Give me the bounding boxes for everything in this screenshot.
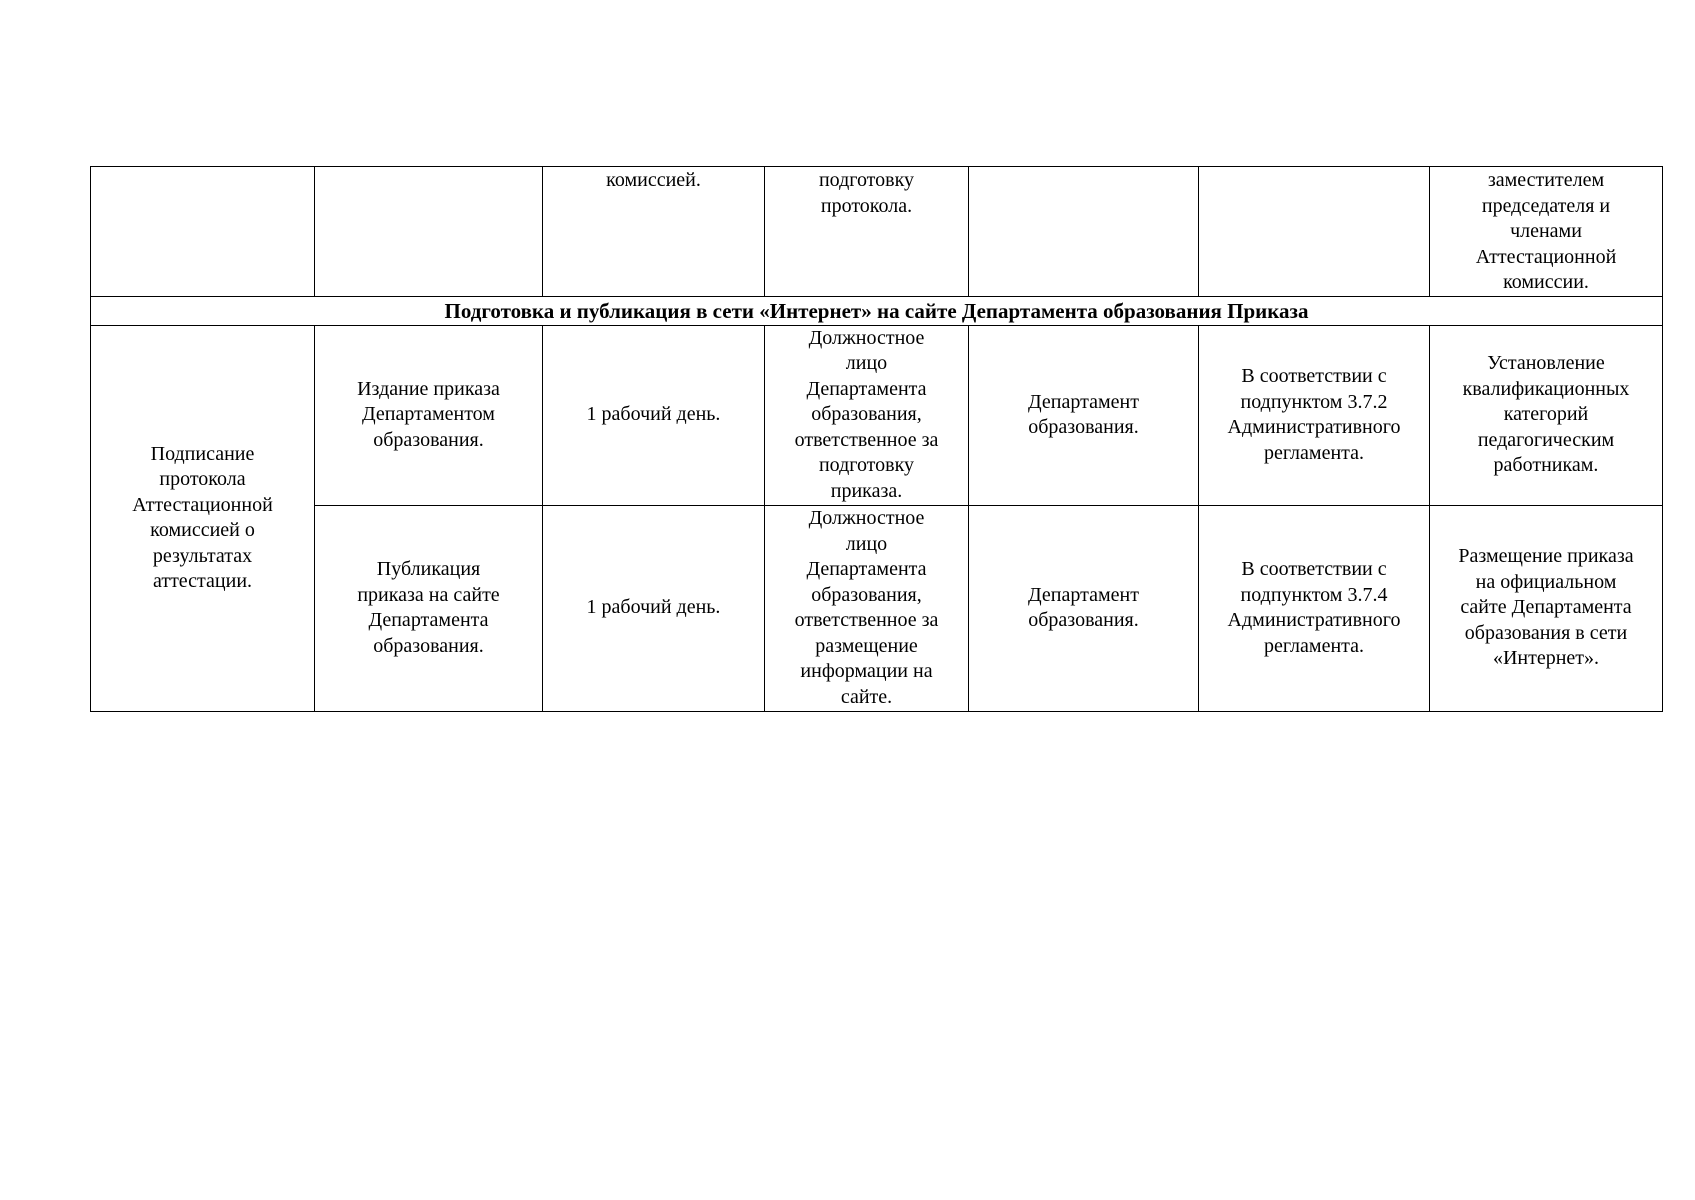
table-row (91, 505, 1663, 711)
result-text: Размещение приказа на официальном сайте Департамента образования в сети «Интернет». (1458, 545, 1634, 670)
action-cell (315, 325, 543, 505)
term-text: 1 рабочий день. (586, 596, 721, 619)
basis-text: В соответствии с подпунктом 3.7.4 Административного регламента. (1227, 558, 1401, 657)
table-cell-empty (969, 167, 1199, 297)
cell-text: заместителем председателя и членами Аттестационной комиссии. (1475, 169, 1617, 293)
responsible-cell (765, 325, 969, 505)
basis-text: В соответствии с подпунктом 3.7.2 Административного регламента. (1227, 365, 1401, 464)
basis-cell (1199, 325, 1430, 505)
responsible-text: Должностное лицо Департамента образования, ответственное за размещение информации на сайте. (794, 507, 939, 708)
table-cell-empty (315, 167, 543, 297)
procedure-text: Подписание протокола Аттестационной комиссией о результатах аттестации. (132, 442, 273, 592)
table-row-continuation (91, 167, 1663, 297)
term-cell (543, 505, 765, 711)
responsible-text: Должностное лицо Департамента образования, ответственное за подготовку приказа. (794, 326, 939, 502)
term-text: 1 рабочий день. (586, 403, 721, 426)
procedure-cell (91, 325, 315, 711)
responsible-cell (765, 505, 969, 711)
action-cell (315, 505, 543, 711)
table-cell (543, 167, 765, 297)
table-cell (765, 167, 969, 297)
cell-text: комиссией. (606, 169, 701, 191)
table-cell-empty (91, 167, 315, 297)
result-cell (1430, 325, 1663, 505)
action-text: Издание приказа Департаментом образования. (357, 377, 500, 451)
result-cell (1430, 505, 1663, 711)
place-cell (969, 325, 1199, 505)
place-text: Департамент образования. (1028, 583, 1139, 631)
table-row (91, 325, 1663, 505)
cell-text: подготовку протокола. (818, 169, 915, 217)
procedure-table (90, 166, 1663, 712)
table-cell (1430, 167, 1663, 297)
place-text: Департамент образования. (1028, 390, 1139, 438)
table-cell-empty (1199, 167, 1430, 297)
result-text: Установление квалификационных категорий педагогическим работникам. (1462, 352, 1630, 477)
table-row-section-heading (91, 296, 1663, 325)
action-text: Публикация приказа на сайте Департамента образования. (357, 558, 500, 657)
basis-cell (1199, 505, 1430, 711)
place-cell (969, 505, 1199, 711)
term-cell (543, 325, 765, 505)
section-heading: Подготовка и публикация в сети «Интернет» на сайте Департамента образования Приказа (91, 296, 1663, 325)
